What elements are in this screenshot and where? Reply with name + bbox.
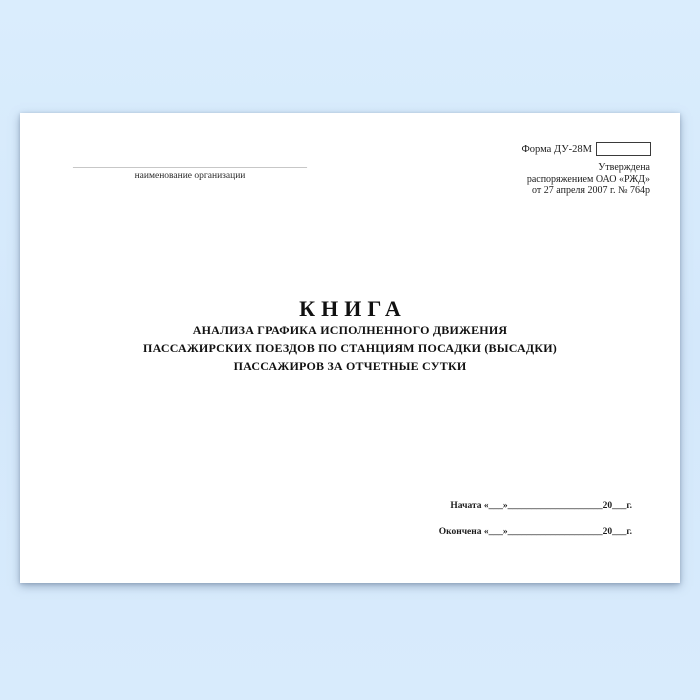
- document-subtitle-line-2: ПАССАЖИРСКИХ ПОЕЗДОВ ПО СТАНЦИЯМ ПОСАДКИ (ВЫСАДКИ): [143, 341, 557, 355]
- form-number-label: Форма ДУ-28М: [521, 143, 592, 155]
- approval-line-1: Утверждена: [598, 162, 650, 173]
- date-started-line: Начата «___»____________________20___г.: [450, 501, 632, 511]
- approval-block: [527, 162, 650, 197]
- date-finished-line: Окончена «___»____________________20___г.: [438, 527, 632, 537]
- document-page: [20, 113, 680, 583]
- document-title: КНИГА: [299, 296, 407, 321]
- organization-name-block: [72, 159, 308, 181]
- approval-line-3: от 27 апреля 2007 г. № 764р: [532, 185, 650, 196]
- document-subtitle-line-1: АНАЛИЗА ГРАФИКА ИСПОЛНЕННОГО ДВИЖЕНИЯ: [192, 323, 508, 337]
- organization-name-label: наименование организации: [134, 171, 246, 181]
- dates-block: [439, 500, 632, 539]
- form-number-box: [596, 142, 651, 156]
- title-block: [20, 297, 680, 375]
- organization-name-blank: ____________________________________________________: [73, 159, 307, 169]
- form-number-row: [521, 142, 651, 156]
- approval-line-2: распоряжением ОАО «РЖД»: [526, 173, 650, 185]
- document-subtitle-line-3: ПАССАЖИРОВ ЗА ОТЧЕТНЫЕ СУТКИ: [233, 359, 467, 373]
